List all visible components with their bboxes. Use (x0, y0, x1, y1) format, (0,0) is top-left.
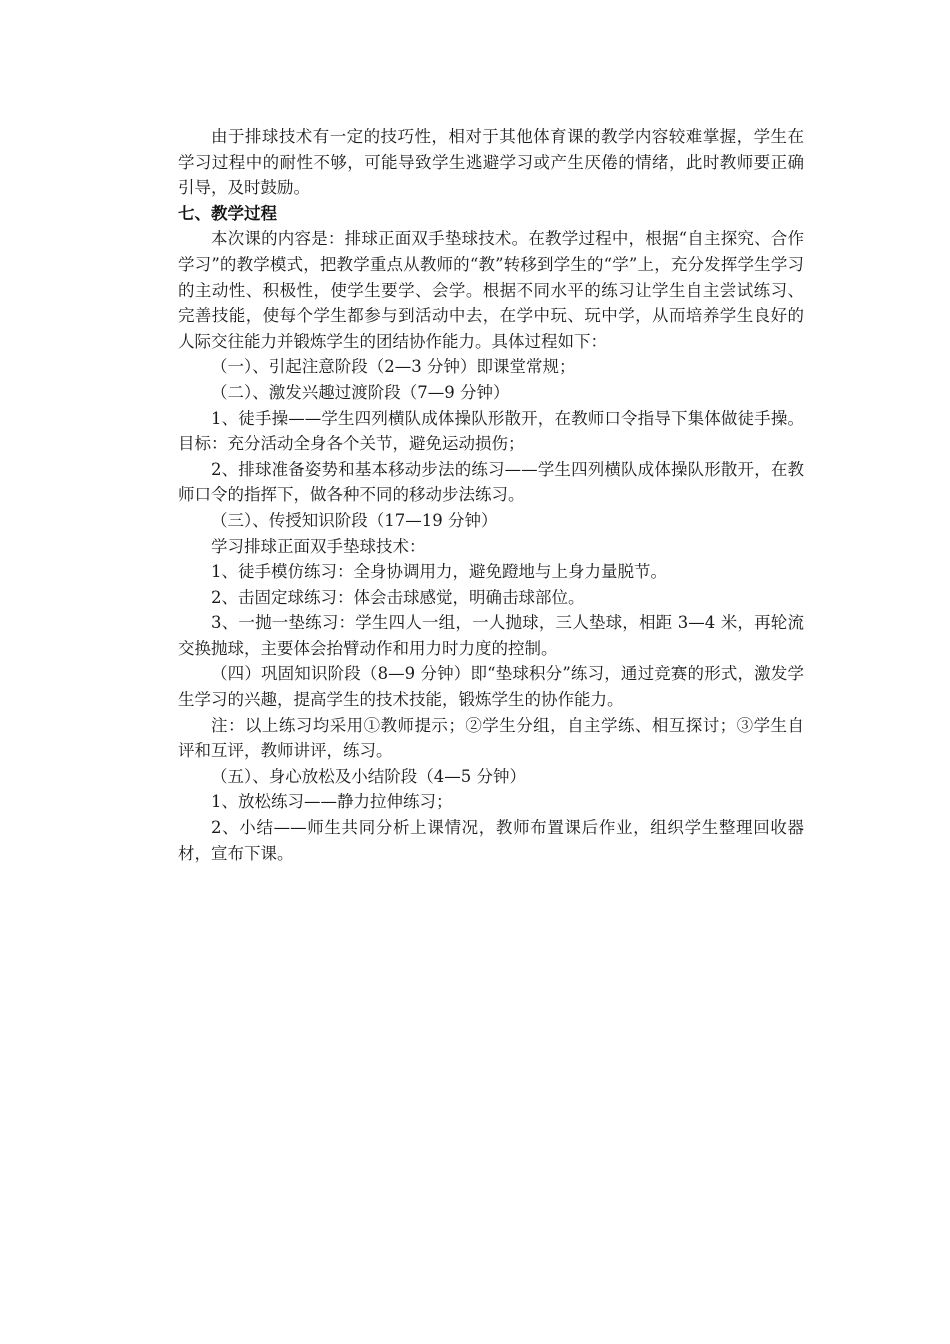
note-paragraph: 注：以上练习均采用①教师提示；②学生分组，自主学练、相互探讨；③学生自评和互评，教师讲评，练习。 (178, 715, 804, 761)
section-heading: 七、教学过程 (178, 203, 277, 223)
stage-3-item-2: 2、击固定球练习：体会击球感觉，明确击球部位。 (211, 587, 585, 607)
stage-1-heading: （一）、引起注意阶段（2—3 分钟）即课堂常规； (211, 357, 576, 377)
stage-3-intro: 学习排球正面双手垫球技术： (211, 536, 426, 556)
stage-5-item-1: 1、放松练习——静力拉伸练习； (211, 792, 453, 812)
intro-paragraph: 由于排球技术有一定的技巧性，相对于其他体育课的教学内容较难掌握，学生在学习过程中的耐性不够，可能导致学生逃避学习或产生厌倦的情绪，此时教师要正确引导，及时鼓励。 (178, 127, 804, 198)
document-body (178, 124, 804, 866)
stage-5-item-2: 2、小结——师生共同分析上课情况，教师布置课后作业，组织学生整理回收器材，宣布下课。 (178, 818, 804, 863)
stage-5-heading: （五）、身心放松及小结阶段（4—5 分钟） (211, 766, 526, 786)
stage-3-item-3: 3、一抛一垫练习：学生四人一组，一人抛球，三人垫球，相距 3—4 米，再轮流交换抛球，主要体会抬臂动作和用力时力度的控制。 (178, 613, 804, 658)
stage-2-heading: （二）、激发兴趣过渡阶段（7—9 分钟） (211, 382, 510, 402)
stage-4-paragraph: （四）巩固知识阶段（8—9 分钟）即“垫球积分”练习，通过竞赛的形式，激发学生学习的兴趣，提高学生的技术技能，锻炼学生的协作能力。 (178, 664, 804, 710)
stage-3-item-1: 1、徒手模仿练习：全身协调用力，避免蹬地与上身力量脱节。 (211, 562, 667, 582)
stage-2-item-2: 2、排球准备姿势和基本移动步法的练习——学生四列横队成体操队形散开，在教师口令的指挥下，做各种不同的移动步法练习。 (178, 459, 804, 505)
stage-2-item-1: 1、徒手操——学生四列横队成体操队形散开，在教师口令指导下集体做徒手操。目标：充分活动全身各个关节，避免运动损伤； (178, 408, 804, 454)
stage-3-heading: （三）、传授知识阶段（17—19 分钟） (211, 510, 498, 530)
overview-paragraph: 本次课的内容是：排球正面双手垫球技术。在教学过程中，根据“自主探究、合作学习”的教学模式，把教学重点从教师的“教”转移到学生的“学”上，充分发挥学生学习的主动性、积极性，使学生要学、会学。根据不同水平的练习让学生自主尝试练习、完善技能，使每个学生都参与到活动中去，在学中玩、玩中学，从而培养学生良好的人际交往能力并锻炼学生的团结协作能力。具体过程如下： (178, 229, 804, 351)
